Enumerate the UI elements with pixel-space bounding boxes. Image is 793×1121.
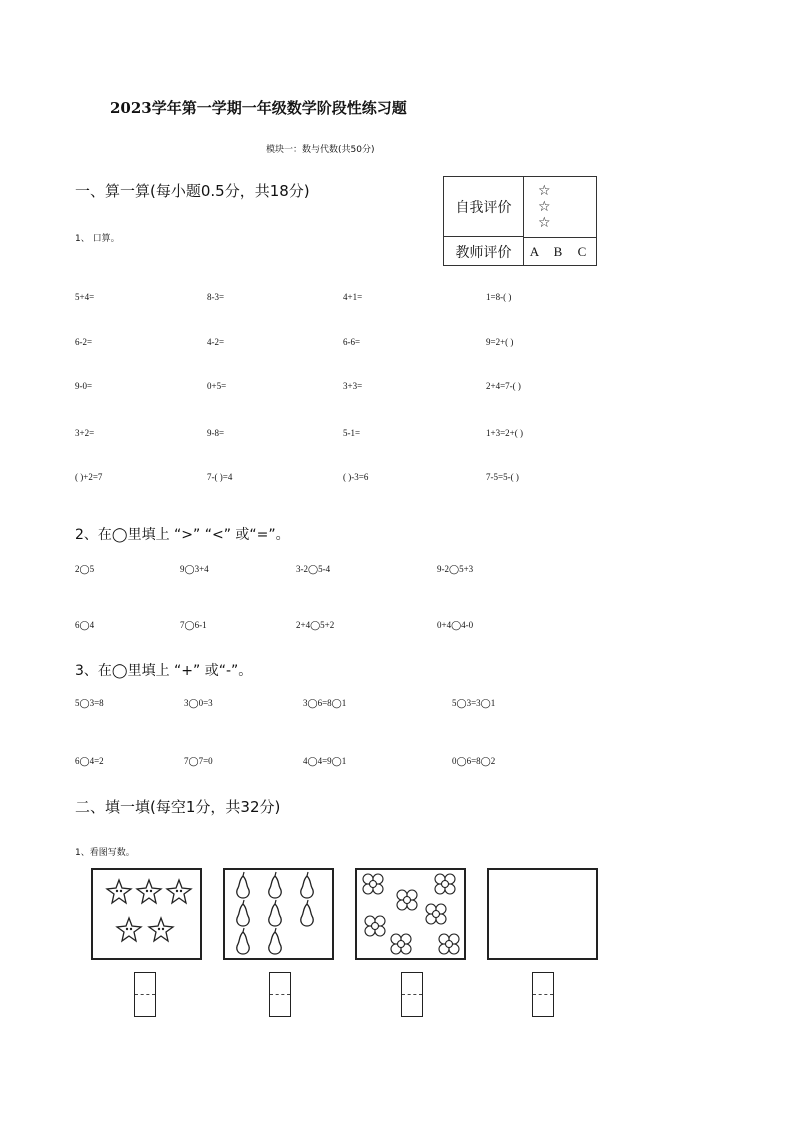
answer-box[interactable] xyxy=(401,972,423,1017)
math-problem: 0+5= xyxy=(207,381,227,391)
math-problem: 6-2= xyxy=(75,337,93,347)
starfish-icon xyxy=(117,918,141,941)
math-problem: 4+1= xyxy=(343,292,363,302)
star-icon: ☆ xyxy=(538,183,551,199)
compare-problem: 0+4◯4-0 xyxy=(437,620,474,630)
operator-problem: 0◯6=8◯2 xyxy=(452,756,496,766)
pear-icon xyxy=(269,872,281,898)
math-problem: 5-1= xyxy=(343,428,361,438)
starfish-icon xyxy=(149,918,173,941)
flower-icon xyxy=(363,874,383,894)
picture-box-flowers xyxy=(355,868,466,960)
pear-icon xyxy=(301,900,313,926)
math-problem: 3+3= xyxy=(343,381,363,391)
flower-icon xyxy=(439,934,459,954)
evaluation-table xyxy=(443,176,597,266)
operator-problem: 6◯4=2 xyxy=(75,756,104,766)
flower-icon xyxy=(397,890,417,910)
module-subtitle: 模块一：数与代数(共50分) xyxy=(266,145,375,155)
star-rating xyxy=(538,183,551,231)
q1-label: 1、 口算。 xyxy=(75,234,120,244)
flower-icon xyxy=(391,934,411,954)
section2-q1-label: 1、看图写数。 xyxy=(75,848,135,858)
starfish-group xyxy=(93,870,200,958)
starfish-icon xyxy=(167,880,191,903)
math-problem: 7-( )=4 xyxy=(207,472,233,482)
answer-box[interactable] xyxy=(134,972,156,1017)
flower-icon xyxy=(365,916,385,936)
math-problem: ( )-3=6 xyxy=(343,472,369,482)
flower-icon xyxy=(435,874,455,894)
math-problem: 7-5=5-( ) xyxy=(486,472,519,482)
math-problem: 1=8-( ) xyxy=(486,292,512,302)
operator-problem: 7◯7=0 xyxy=(184,756,213,766)
answer-box[interactable] xyxy=(269,972,291,1017)
section1-heading: 一、算一算(每小题0.5分，共18分) xyxy=(75,182,310,200)
math-problem: 4-2= xyxy=(207,337,225,347)
compare-problem: 2◯5 xyxy=(75,564,95,574)
compare-problem: 6◯4 xyxy=(75,620,95,630)
star-icon: ☆ xyxy=(538,215,551,231)
section2-heading: 二、填一填(每空1分，共32分) xyxy=(75,798,281,816)
picture-box-empty xyxy=(487,868,598,960)
picture-box-pears xyxy=(223,868,334,960)
flower-group xyxy=(357,870,464,958)
pear-group xyxy=(225,870,332,958)
operator-problem: 5◯3=3◯1 xyxy=(452,698,496,708)
pear-icon xyxy=(269,928,281,954)
math-problem: 5+4= xyxy=(75,292,95,302)
math-problem: 9=2+( ) xyxy=(486,337,514,347)
math-problem: 9-8= xyxy=(207,428,225,438)
compare-problem: 7◯6-1 xyxy=(180,620,207,630)
pear-icon xyxy=(269,900,281,926)
q3-heading: 3、在◯里填上 “+” 或“-”。 xyxy=(75,663,253,679)
math-problem: 6-6= xyxy=(343,337,361,347)
compare-problem: 2+4◯5+2 xyxy=(296,620,335,630)
compare-problem: 9◯3+4 xyxy=(180,564,209,574)
operator-problem: 3◯6=8◯1 xyxy=(303,698,347,708)
answer-box[interactable] xyxy=(532,972,554,1017)
star-icon: ☆ xyxy=(538,199,551,215)
pear-icon xyxy=(301,872,313,898)
q2-heading: 2、在◯里填上 “>” “<” 或“=”。 xyxy=(75,527,290,543)
self-eval-label: 自我评价 xyxy=(444,177,524,237)
grade-options: A B C xyxy=(529,243,593,259)
picture-box-starfish xyxy=(91,868,202,960)
compare-problem: 9-2◯5+3 xyxy=(437,564,474,574)
starfish-icon xyxy=(107,880,131,903)
math-problem: ( )+2=7 xyxy=(75,472,103,482)
math-problem: 9-0= xyxy=(75,381,93,391)
starfish-icon xyxy=(137,880,161,903)
page-title: 2023学年第一学期一年级数学阶段性练习题 xyxy=(110,99,407,117)
operator-problem: 4◯4=9◯1 xyxy=(303,756,347,766)
math-problem: 3+2= xyxy=(75,428,95,438)
flower-icon xyxy=(426,904,446,924)
math-problem: 1+3=2+( ) xyxy=(486,428,523,438)
teacher-eval-label: 教师评价 xyxy=(444,237,524,266)
math-problem: 2+4=7-( ) xyxy=(486,381,521,391)
pear-icon xyxy=(237,872,249,898)
pear-icon xyxy=(237,900,249,926)
operator-problem: 5◯3=8 xyxy=(75,698,104,708)
math-problem: 8-3= xyxy=(207,292,225,302)
operator-problem: 3◯0=3 xyxy=(184,698,213,708)
pear-icon xyxy=(237,928,249,954)
compare-problem: 3-2◯5-4 xyxy=(296,564,331,574)
